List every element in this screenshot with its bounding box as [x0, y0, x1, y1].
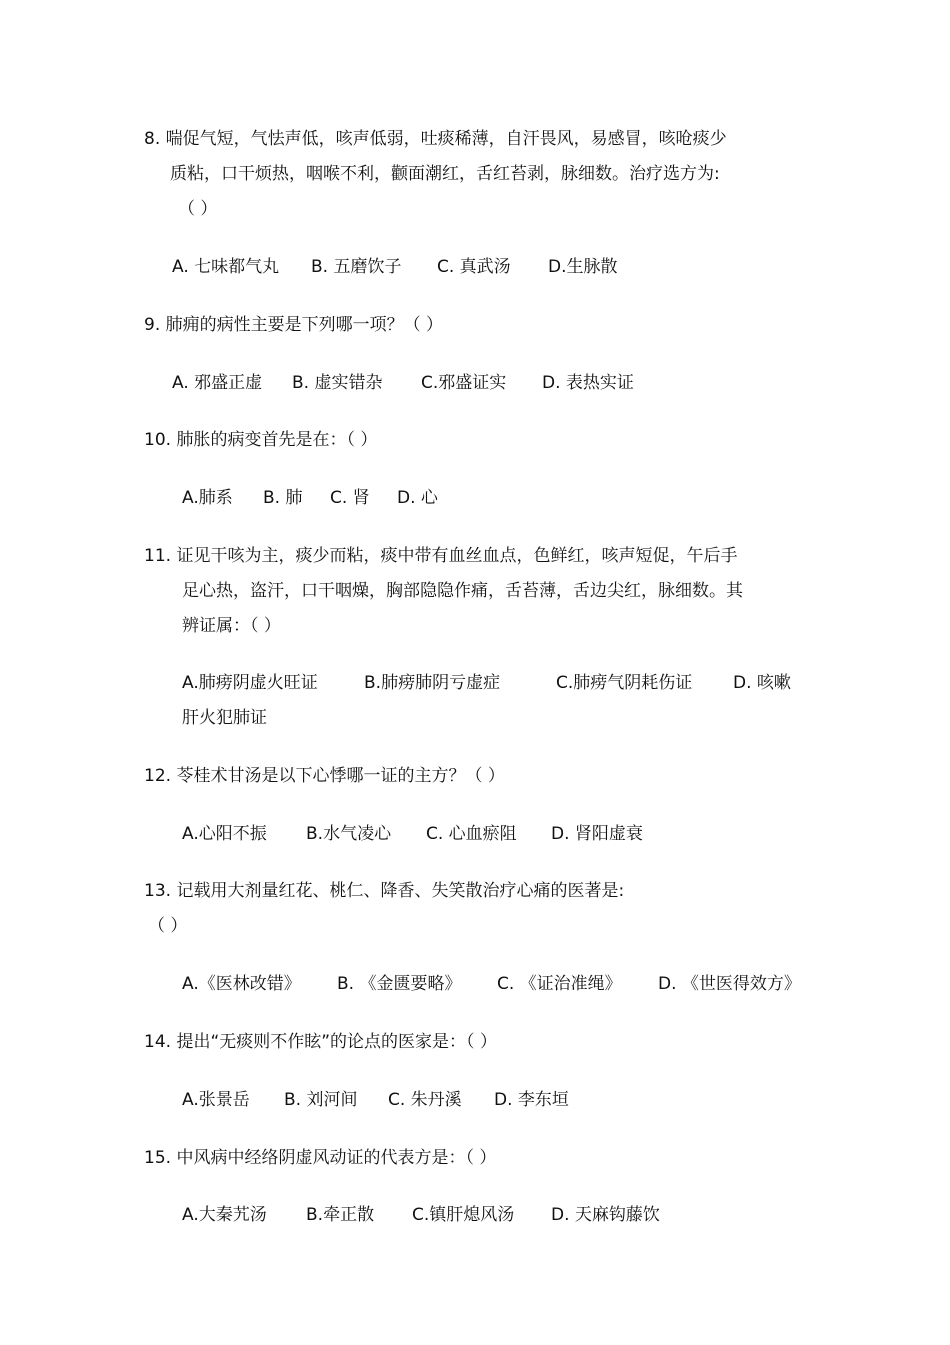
question-12-line-1: 12. 苓桂术甘汤是以下心悸哪一证的主方？（ ）	[144, 766, 505, 786]
question-15-option-d: D. 天麻钩藤饮	[551, 1205, 660, 1225]
question-15-option-c: C.镇肝熄风汤	[412, 1205, 515, 1225]
question-11-option-d-wrap: 肝火犯肺证	[182, 708, 267, 728]
question-8-option-b: B. 五磨饮子	[311, 257, 402, 277]
question-12-option-c: C. 心血瘀阻	[426, 824, 517, 844]
question-15-option-b: B.牵正散	[306, 1205, 375, 1225]
question-13-option-d: D. 《世医得效方》	[658, 974, 801, 994]
question-14-option-d: D. 李东垣	[494, 1090, 569, 1110]
question-10-line-1: 10. 肺胀的病变首先是在：（ ）	[144, 430, 378, 450]
question-11-line-3: 辨证属：（ ）	[182, 616, 281, 636]
question-14-line-1: 14. 提出“无痰则不作眩”的论点的医家是：（ ）	[144, 1032, 497, 1052]
question-13-option-b: B. 《金匮要略》	[337, 974, 462, 994]
question-8-line-3: （ ）	[178, 199, 218, 219]
question-12-option-a: A.心阳不振	[182, 824, 267, 844]
question-10-option-a: A.肺系	[182, 488, 233, 508]
question-9-option-a: A. 邪盛正虚	[172, 373, 263, 393]
question-8-line-2: 质粘，口干烦热，咽喉不利，颧面潮红，舌红苔剥，脉细数。治疗选方为:	[170, 164, 720, 184]
question-9-option-d: D. 表热实证	[542, 373, 634, 393]
question-11-option-c: C.肺痨气阴耗伤证	[556, 673, 693, 693]
question-14-option-c: C. 朱丹溪	[388, 1090, 462, 1110]
question-11-option-b: B.肺痨肺阴亏虚症	[364, 673, 501, 693]
question-9-option-c: C.邪盛证实	[421, 373, 507, 393]
question-11-line-2: 足心热，盗汗，口干咽燥，胸部隐隐作痛，舌苔薄，舌边尖红，脉细数。其	[182, 581, 743, 601]
question-13-line-2: （ ）	[148, 916, 188, 936]
question-12-option-b: B.水气凌心	[306, 824, 392, 844]
question-9-option-b: B. 虚实错杂	[292, 373, 383, 393]
question-11-option-d: D. 咳嗽	[733, 673, 791, 693]
question-15-line-1: 15. 中风病中经络阴虚风动证的代表方是：（ ）	[144, 1148, 497, 1168]
question-10-option-b: B. 肺	[263, 488, 303, 508]
question-8-option-a: A. 七味都气丸	[172, 257, 280, 277]
question-8-line-1: 8. 喘促气短，气怯声低，咳声低弱，吐痰稀薄，自汗畏风，易感冒，咳呛痰少	[144, 129, 727, 149]
question-13-option-a: A.《医林改错》	[182, 974, 301, 994]
question-14-option-a: A.张景岳	[182, 1090, 250, 1110]
question-9-line-1: 9. 肺痈的病性主要是下列哪一项？（ ）	[144, 315, 444, 335]
question-10-option-c: C. 肾	[330, 488, 370, 508]
question-12-option-d: D. 肾阳虚衰	[551, 824, 643, 844]
question-8-option-c: C. 真武汤	[437, 257, 511, 277]
question-10-option-d: D. 心	[397, 488, 438, 508]
question-11-option-a: A.肺痨阴虚火旺证	[182, 673, 318, 693]
question-13-line-1: 13. 记载用大剂量红花、桃仁、降香、失笑散治疗心痛的医著是:	[144, 881, 625, 901]
question-11-line-1: 11. 证见干咳为主，痰少而粘，痰中带有血丝血点，色鲜红，咳声短促，午后手	[144, 546, 738, 566]
question-8-option-d: D.生脉散	[548, 257, 618, 277]
question-15-option-a: A.大秦艽汤	[182, 1205, 267, 1225]
question-14-option-b: B. 刘河间	[284, 1090, 358, 1110]
question-13-option-c: C. 《证治准绳》	[497, 974, 622, 994]
